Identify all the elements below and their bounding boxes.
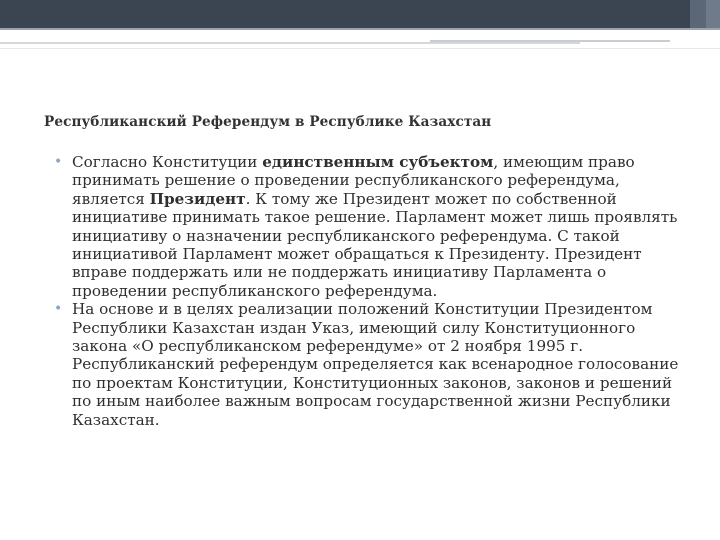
emphasized-text: Президент	[149, 189, 246, 208]
bullet-item	[54, 300, 686, 429]
text-run: . К тому же Президент может по собственной инициативе принимать такое решение. Парламент может лишь проявлять инициативу о назначении республиканского референдума. С такой инициативой Парламент может обращаться к Президенту. Президент вправе поддержать или не поддержать инициативу Парламента о проведении республиканского референдума.	[72, 189, 678, 300]
slide-title: Республиканский Референдум в Республике Казахстан	[44, 114, 492, 130]
bullet-icon: •	[54, 301, 63, 318]
text-run: , имеющим право принимать решение о проведении республиканского референдума, является	[72, 153, 635, 208]
decorative-line	[0, 42, 580, 44]
text-run: На основе и в целях реализации положений Конституции Президентом Республики Казахстан издан Указ, имеющий силу Конституционного закона «О республиканском референдуме» от 2 ноября 1995 г. Республиканский референдум определяется как всенародное голосование по проектам Конституции, Конституционных законов, законов и решений по иным наиболее важным вопросам государственной жизни Республики Казахстан.	[72, 300, 679, 429]
slide-content	[54, 153, 686, 429]
top-bar-underline	[0, 28, 720, 30]
top-bar-accent-tab	[706, 0, 720, 30]
top-decorative-bar	[0, 0, 720, 30]
decorative-line	[430, 40, 670, 42]
emphasized-text: единственным субъектом	[262, 153, 494, 171]
bullet-item	[54, 153, 686, 300]
decorative-line	[0, 48, 720, 49]
text-run: Согласно Конституции	[72, 153, 263, 171]
bullet-icon: •	[54, 154, 63, 170]
